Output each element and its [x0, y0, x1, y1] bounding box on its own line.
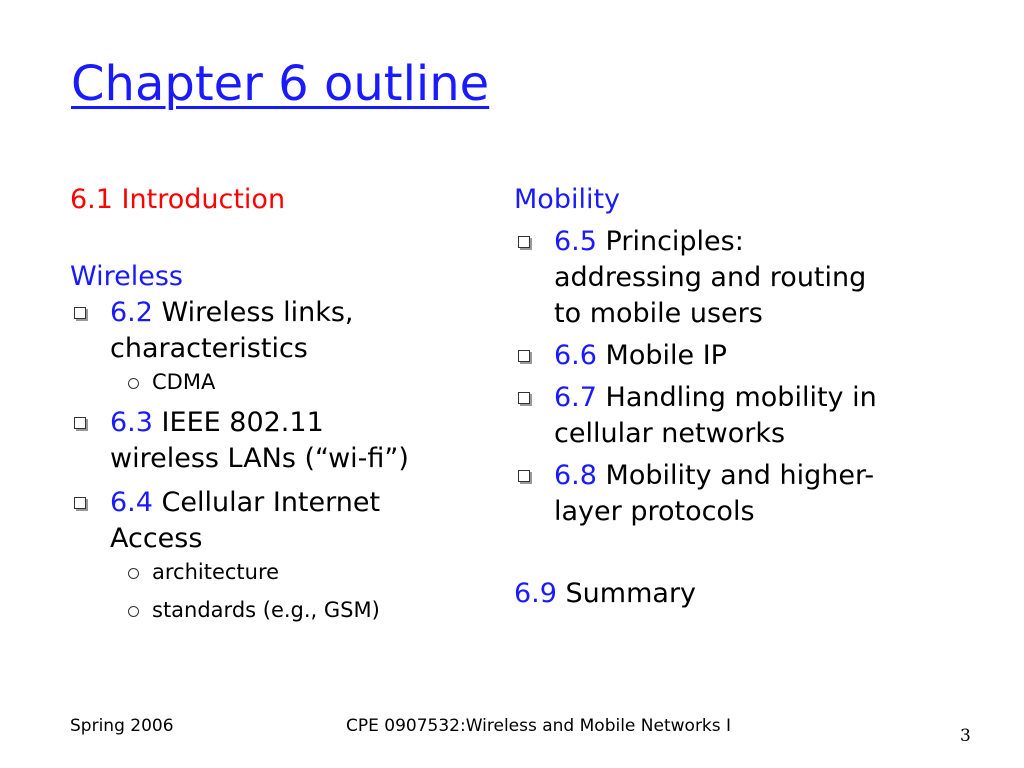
- sub-item-architecture: [70, 557, 490, 587]
- item-text-continued: addressing and routing: [554, 262, 867, 293]
- summary-line: [514, 576, 954, 612]
- item-text-continued: cellular networks: [554, 418, 786, 449]
- item-number: 6.2: [110, 297, 153, 328]
- item-text-continued-2: to mobile users: [554, 298, 763, 329]
- outline-item-6-8: [514, 458, 954, 530]
- right-column: [514, 182, 954, 612]
- item-text-continued: Access: [110, 523, 203, 554]
- sub-item-text: architecture: [152, 560, 280, 584]
- outline-item-6-3: [70, 405, 490, 477]
- item-text-continued: characteristics: [110, 333, 308, 364]
- item-number: 6.5: [554, 226, 597, 257]
- circle-bullet-icon: [128, 568, 139, 579]
- item-text: IEEE 802.11: [161, 407, 324, 438]
- square-bullet-icon: [518, 350, 530, 362]
- mobility-heading: Mobility: [514, 184, 621, 215]
- square-bullet-icon: [74, 417, 86, 429]
- item-text: Cellular Internet: [161, 487, 381, 518]
- outline-item-6-5: [514, 224, 954, 332]
- summary-number: 6.9: [514, 578, 557, 609]
- item-number: 6.4: [110, 487, 153, 518]
- footer-course: CPE 0907532:Wireless and Mobile Networks I: [346, 716, 732, 736]
- slide-title: Chapter 6 outline: [71, 56, 490, 112]
- footer-date: Spring 2006: [70, 716, 174, 736]
- summary-label: Summary: [565, 578, 697, 609]
- outline-item-6-6: [514, 338, 954, 374]
- square-bullet-icon: [518, 470, 530, 482]
- sub-item-text: standards (e.g., GSM): [152, 598, 380, 622]
- item-text-continued: wireless LANs (“wi-fi”): [110, 443, 409, 474]
- intro-line: [70, 182, 490, 218]
- item-text-continued: layer protocols: [554, 496, 755, 527]
- intro-label: Introduction: [121, 184, 286, 215]
- sub-item-standards: [70, 595, 490, 625]
- item-number: 6.7: [554, 382, 597, 413]
- outline-item-6-2: [70, 295, 490, 367]
- item-number: 6.6: [554, 340, 597, 371]
- circle-bullet-icon: [128, 606, 139, 617]
- outline-item-6-4: [70, 485, 490, 557]
- outline-item-6-7: [514, 380, 954, 452]
- item-text: Handling mobility in: [605, 382, 877, 413]
- item-number: 6.8: [554, 460, 597, 491]
- square-bullet-icon: [518, 392, 530, 404]
- item-text: Wireless links,: [161, 297, 354, 328]
- square-bullet-icon: [74, 497, 86, 509]
- item-text: Principles:: [605, 226, 744, 257]
- item-text: Mobility and higher-: [605, 460, 875, 491]
- intro-number: 6.1: [70, 184, 113, 215]
- sub-item-cdma: [70, 367, 490, 397]
- item-text: Mobile IP: [605, 340, 727, 371]
- circle-bullet-icon: [128, 378, 139, 389]
- page-number: 3: [960, 726, 971, 746]
- sub-item-text: CDMA: [152, 370, 216, 394]
- item-number: 6.3: [110, 407, 153, 438]
- wireless-heading: Wireless: [70, 261, 183, 292]
- left-column: [70, 182, 490, 625]
- square-bullet-icon: [518, 236, 530, 248]
- square-bullet-icon: [74, 307, 86, 319]
